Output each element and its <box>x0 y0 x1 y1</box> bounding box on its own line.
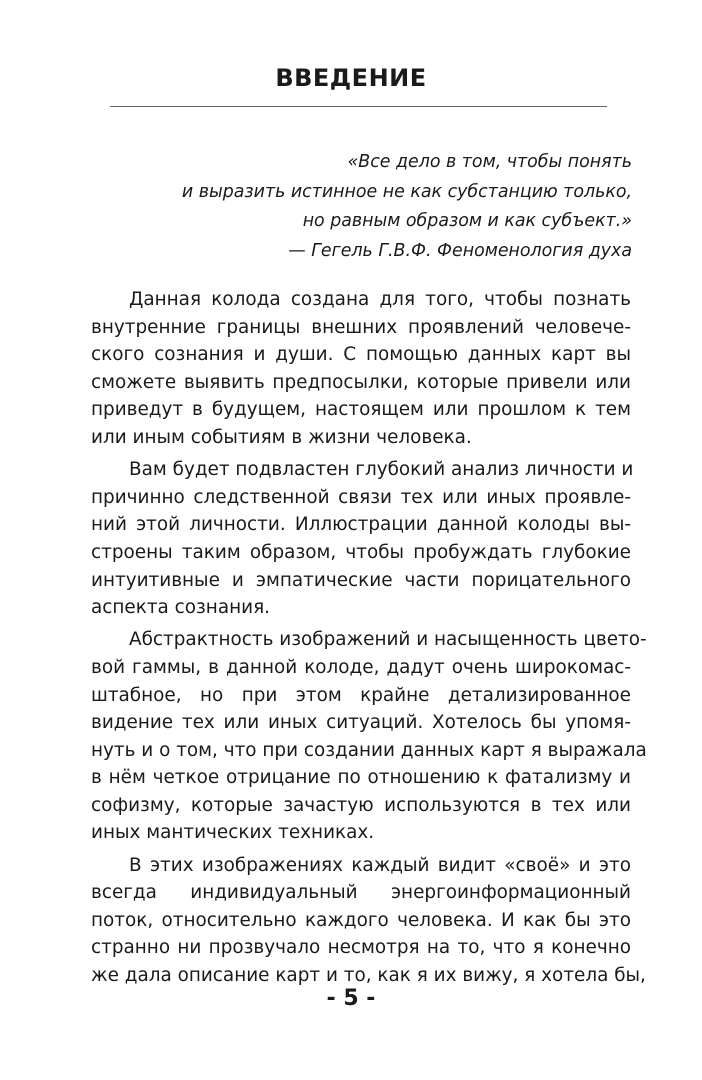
text-line: всегда индивидуальный энергоинформационный <box>91 882 631 904</box>
text-line: нуть и о том, что при создании данных карт я выражала <box>91 739 647 761</box>
text-line: видение тех или иных ситуаций. Хотелось бы упомя- <box>91 712 631 734</box>
text-line: в нём четкое отрицание по отношению к фатализму и <box>91 767 631 789</box>
chapter-title: ВВЕДЕНИЕ <box>275 64 427 92</box>
text-line: внутренние границы внешних проявлений человече- <box>91 316 631 338</box>
epigraph-line: «Все дело в том, чтобы понять <box>347 152 632 172</box>
text-line: строены таким образом, чтобы пробуждать глубокие <box>91 541 631 563</box>
text-line: сможете выявить предпосылки, которые привели или <box>91 371 631 393</box>
paragraph <box>91 626 647 847</box>
text-line: аспекта сознания. <box>91 597 270 619</box>
text-line: штабное, но при этом крайне детализированное <box>91 684 631 706</box>
page-number: - 5 - <box>326 986 376 1011</box>
paragraph <box>91 852 646 990</box>
epigraph-attribution: — Гегель Г.В.Ф. Феноменология духа <box>288 240 632 261</box>
text-line: странно ни прозвучало несмотря на то, что я конечно <box>91 937 631 959</box>
paragraph <box>91 286 631 452</box>
epigraph-line: и выразить истинное не как субстанцию только, <box>181 181 632 202</box>
text-line: софизму, которые зачастую используются в тех или <box>91 794 631 816</box>
text-line: приведут в будущем, настоящем или прошлом к тем <box>91 399 631 421</box>
text-line: иных мантических техниках. <box>91 822 375 844</box>
text-line: Данная колода создана для того, чтобы познать <box>129 289 631 310</box>
body-text <box>91 286 647 994</box>
text-line: ний этой личности. Иллюстрации данной колоды вы- <box>91 514 631 536</box>
text-line: В этих изображениях каждый видит «своё» и это <box>129 854 631 876</box>
epigraph-line: но равным образом и как субъект.» <box>302 211 632 231</box>
text-line: ского сознания и души. С помощью данных карт вы <box>91 344 631 366</box>
text-line: поток, относительно каждого человека. И как бы это <box>91 909 631 931</box>
text-line: Вам будет подвластен глубокий анализ личности и <box>129 459 634 481</box>
text-line: Абстрактность изображений и насыщенность цвето- <box>129 629 647 651</box>
text-line: причинно следственной связи тех или иных проявле- <box>91 486 631 508</box>
text-line: или иным событиям в жизни человека. <box>91 426 472 448</box>
text-line: интуитивные и эмпатические части порицательного <box>91 569 631 591</box>
epigraph <box>92 148 632 266</box>
text-line: вой гаммы, в данной колоде, дадут очень широкомас- <box>91 656 631 678</box>
paragraph <box>91 456 634 622</box>
title-divider <box>110 106 607 107</box>
text-line: же дала описание карт и то, как я их вижу, я хотела бы, <box>91 965 646 987</box>
